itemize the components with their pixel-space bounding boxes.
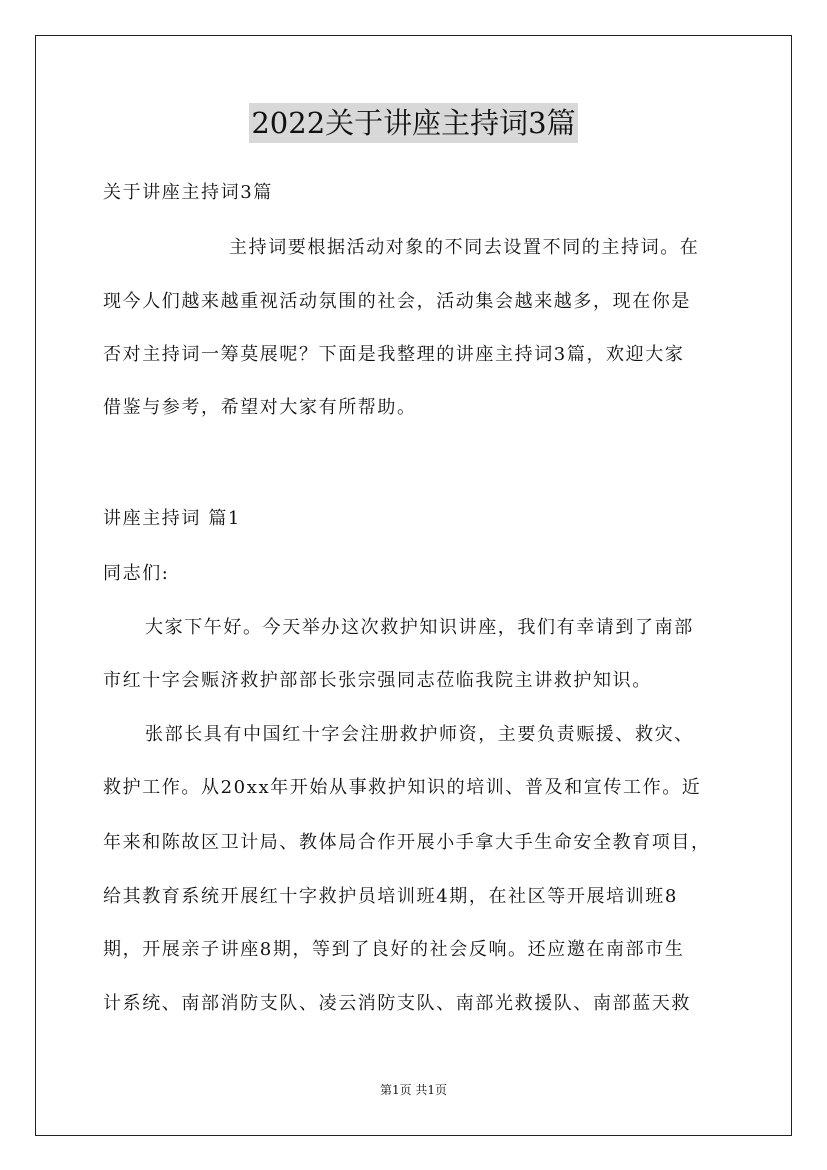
page-footer: 第1页 共1页 xyxy=(379,1083,448,1097)
body-line: 计系统、南部消防支队、凌云消防支队、南部光救援队、南部蓝天救 xyxy=(103,993,691,1014)
body-line: 借鉴与参考，希望对大家有所帮助。 xyxy=(103,397,417,418)
body-line: 市红十字会赈济救护部部长张宗强同志莅临我院主讲救护知识。 xyxy=(103,670,652,691)
subtitle-line: 关于讲座主持词3篇 xyxy=(103,182,273,203)
document-title: 2022关于讲座主持词3篇 xyxy=(249,103,577,143)
body-line: 主持词要根据活动对象的不同去设置不同的主持词。在 xyxy=(229,237,700,258)
body-line: 期，开展亲子讲座8期，等到了良好的社会反响。还应邀在南部市生 xyxy=(103,939,685,960)
body-line: 张部长具有中国红十字会注册救护师资，主要负责赈援、救灾、 xyxy=(145,724,694,745)
body-line: 大家下午好。今天举办这次救护知识讲座，我们有幸请到了南部 xyxy=(145,617,694,638)
document-title-row xyxy=(0,103,827,143)
body-line: 否对主持词一筹莫展呢？下面是我整理的讲座主持词3篇，欢迎大家 xyxy=(103,344,685,365)
body-line: 救护工作。从20xx年开始从事救护知识的培训、普及和宣传工作。近 xyxy=(103,777,702,798)
body-line: 现今人们越来越重视活动氛围的社会，活动集会越来越多，现在你是 xyxy=(103,291,691,312)
section-heading: 讲座主持词 篇1 xyxy=(103,508,241,529)
body-line: 年来和陈故区卫计局、教体局合作开展小手拿大手生命安全教育项目， xyxy=(103,832,711,853)
salutation-line: 同志们: xyxy=(103,563,170,584)
body-line: 给其教育系统开展红十字救护员培训班4期，在社区等开展培训班8 xyxy=(103,886,678,907)
